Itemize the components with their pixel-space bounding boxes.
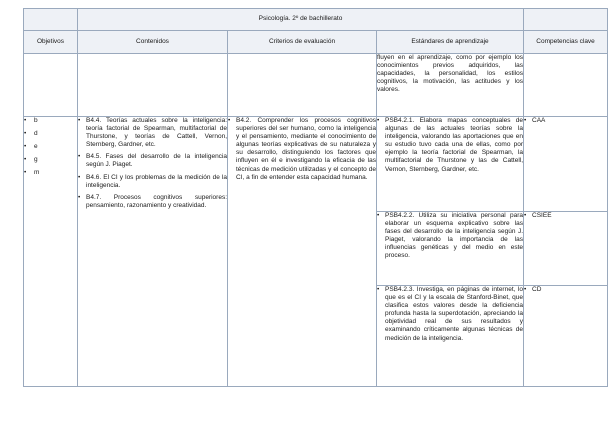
objectives-cell-empty [24,54,78,117]
standard-cell [377,286,524,387]
list-item: • g [24,156,77,164]
list-item: • m [24,169,77,177]
competence-cell [524,117,608,212]
header-corner [24,9,78,31]
objectives-cell [24,117,78,387]
table-title: Psicología. 2º de bachillerato [78,9,524,31]
list-item: • CSIEE [524,212,607,220]
list-item: • d [24,130,77,138]
header-corner-right [524,9,608,31]
competence-cell-empty [524,54,608,117]
continued-row [24,54,608,117]
criteria-cell [228,117,377,387]
list-item: • B4.5. Fases del desarrollo de la inteligencia según J. Piaget. [78,153,227,169]
competence-cell [524,286,608,387]
objectives-list [24,117,77,177]
column-header-criterios: Criterios de evaluación [228,31,377,54]
list-item: • PSB4.2.3. Investiga, en páginas de internet, lo que es el CI y la escala de Stanford-Binet, que clasifica estos valores desde la deficiencia profunda hasta la superdotación, apreciando la objetividad real de sus resultados y examinando críticamente algunas técnicas de medición de la inteligencia. [377,286,523,343]
competence-list [524,212,607,220]
list-item: • B4.6. El CI y los problemas de la medición de la inteligencia. [78,174,227,190]
competence-list [524,286,607,294]
column-header-row [24,31,608,54]
list-item: • B4.4. Teorías actuales sobre la inteligencia: teoría factorial de Spearman, multifactorial de Thurstone, y teorías de Cattell, Vernon, Sternberg, Gardner, etc. [78,117,227,149]
list-item: • PSB4.2.2. Utiliza su iniciativa personal para elaborar un esquema explicativo sobre las fases del desarrollo de la inteligencia según J. Piaget, valorando la importancia de las influencias genéticas y del medio en este proceso. [377,212,523,261]
column-header-contenidos: Contenidos [78,31,228,54]
column-header-competencias: Competencias clave [524,31,608,54]
standard-list [377,212,523,261]
list-item: • CAA [524,117,607,125]
column-header-objetivos: Objetivos [24,31,78,54]
contents-cell-empty [78,54,228,117]
standard-list [377,286,523,343]
table-row [24,117,608,212]
standard-cell [377,212,524,286]
curriculum-table [23,8,608,387]
competence-cell [524,212,608,286]
continued-standard: fluyen en el aprendizaje, como por ejemplo los conocimientos previos adquiridos, las capacidades, la personalidad, los estilos cognitivos, la motivación, las actitudes y los valores. [377,54,524,117]
list-item: • b [24,117,77,125]
competence-list [524,117,607,125]
list-item: • e [24,143,77,151]
list-item: • CD [524,286,607,294]
contents-list [78,117,227,210]
table-title-row [24,9,608,31]
list-item: • B4.7. Procesos cognitivos superiores: pensamiento, razonamiento y creatividad. [78,194,227,210]
column-header-estandares: Estándares de aprendizaje [377,31,524,54]
standard-list [377,117,523,174]
contents-cell [78,117,228,387]
criteria-cell-empty [228,54,377,117]
list-item: • PSB4.2.1. Elabora mapas conceptuales de algunas de las actuales teorías sobre la inteligencia, valorando las aportaciones que en su estudio tuvo cada una de ellas, como por ejemplo la teoría factorial de Spearman, la multifactorial de Thurstone y las de Cattell, Vernon, Sternberg, Gardner, etc. [377,117,523,174]
standard-cell [377,117,524,212]
list-item: • B4.2. Comprender los procesos cognitivos superiores del ser humano, como la inteligencia y el pensamiento, mediante el conocimiento de algunas teorías explicativas de su naturaleza y su desarrollo, distinguiendo los factores que influyen en él e investigando la eficacia de las técnicas de medición utilizadas y el concepto de CI, a fin de entender esta capacidad humana. [228,117,376,182]
criteria-list [228,117,376,182]
